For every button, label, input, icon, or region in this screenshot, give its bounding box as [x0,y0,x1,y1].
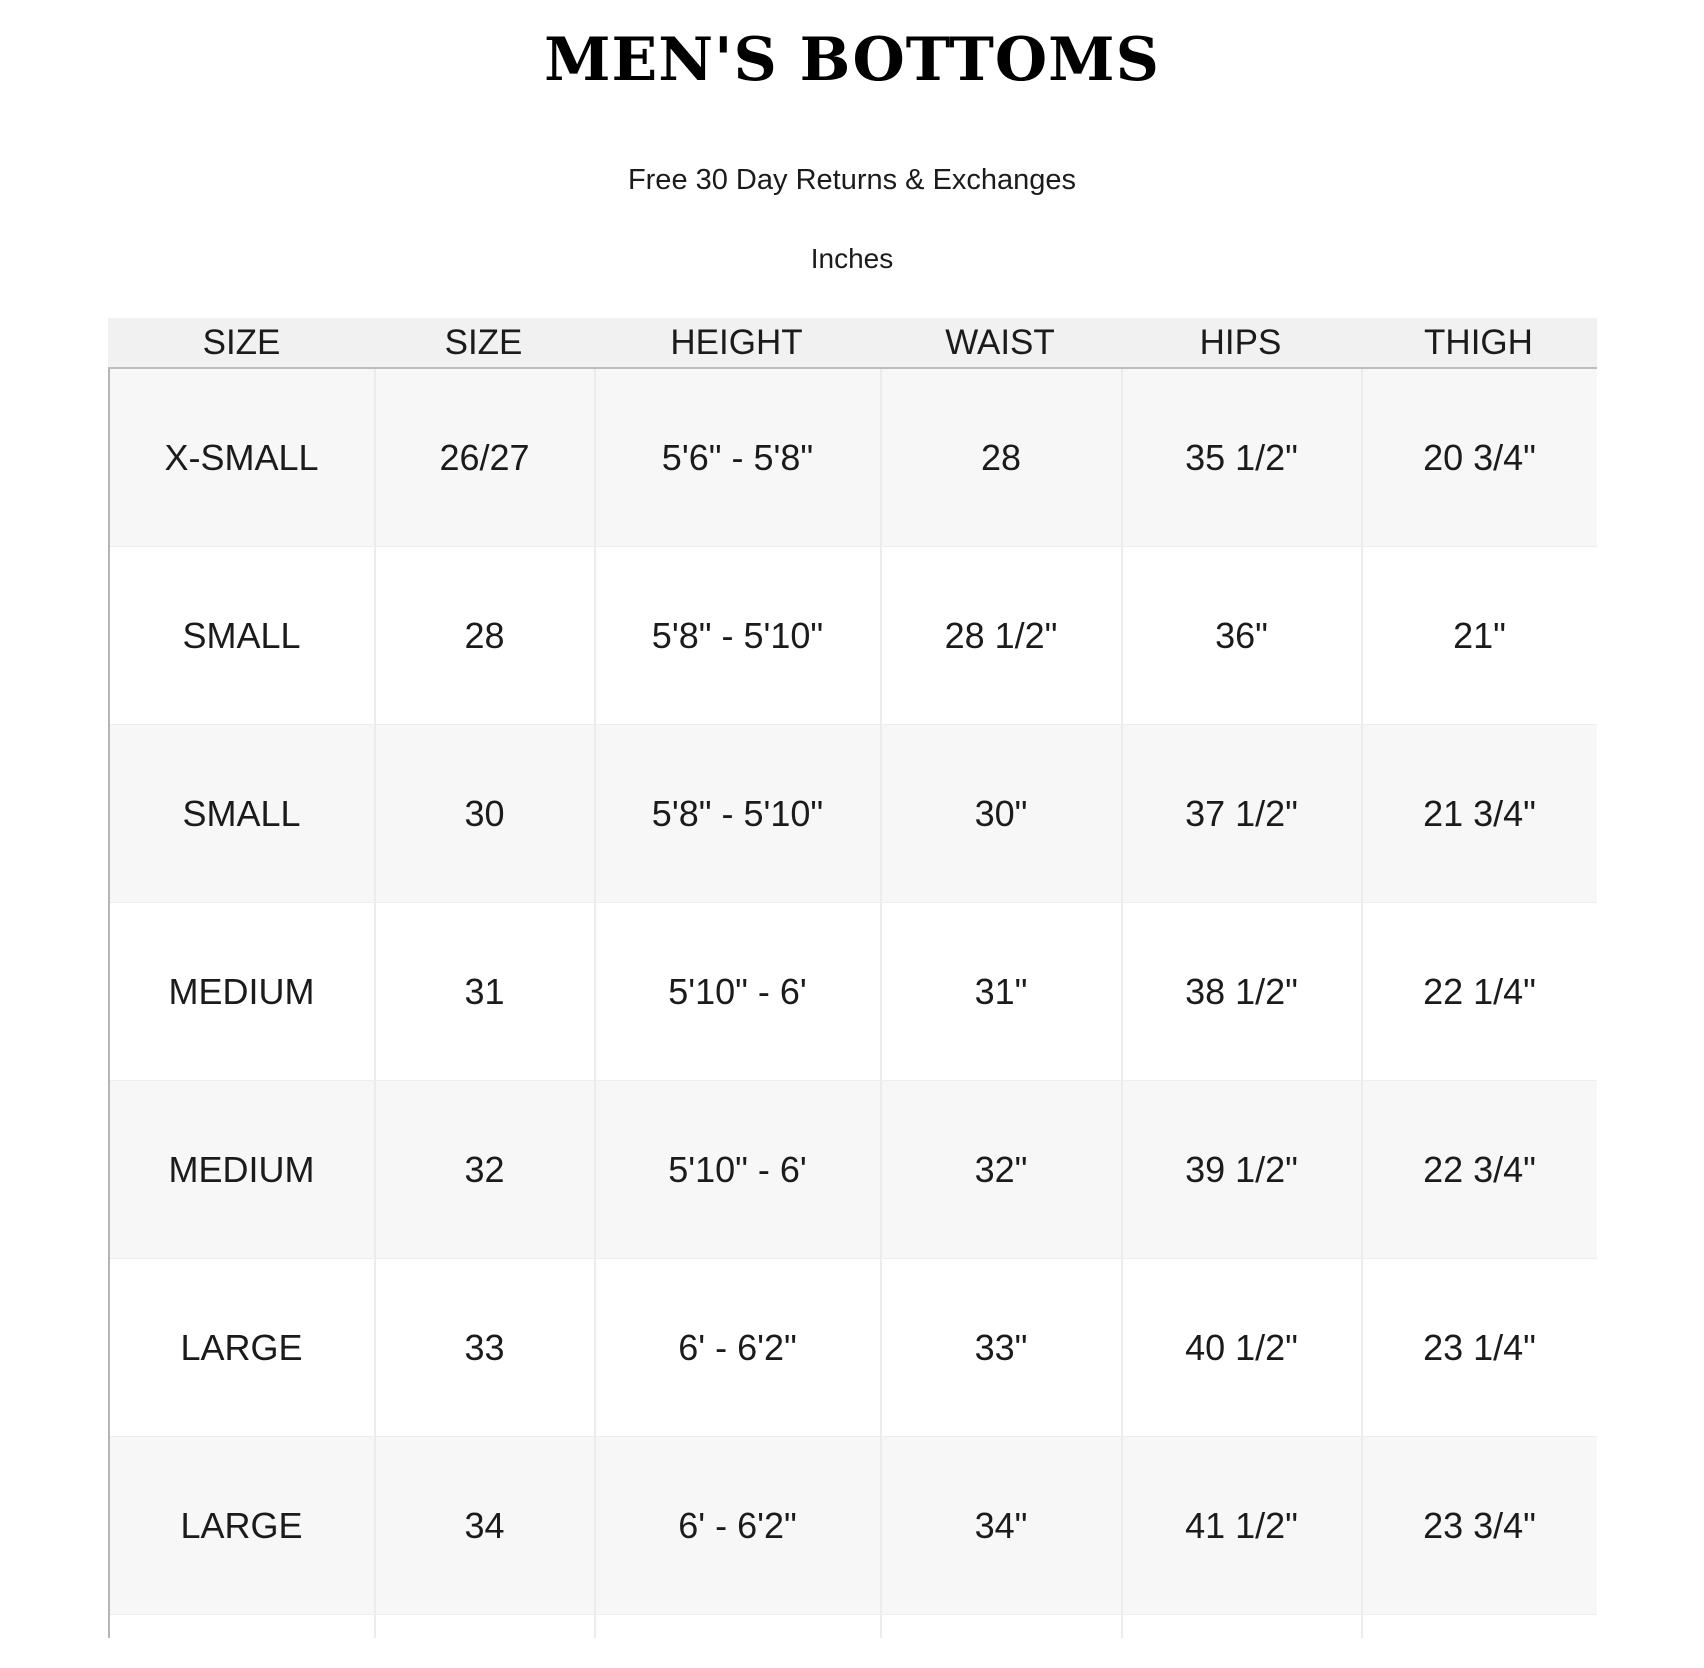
table-cell: 23 1/4" [1361,1259,1597,1436]
table-cell: 38 1/2" [1121,903,1361,1080]
table-cell: 5'8" - 5'10" [594,725,880,902]
column-header: SIZE [202,322,281,362]
table-cell: MEDIUM [168,1148,315,1190]
table-cell: 6' - 6'2" [594,1259,880,1436]
table-cell: 21 3/4" [1361,725,1597,902]
table-cell: MEDIUM [168,970,315,1012]
table-row [110,1437,1597,1615]
table-cell [594,1615,880,1638]
table-cell: 5'8" - 5'10" [594,547,880,724]
size-chart-body [108,369,1597,1638]
table-cell: 31" [880,903,1121,1080]
table-row [110,903,1597,1081]
table-cell: X-SMALL [164,436,319,478]
table-cell: 32" [880,1081,1121,1258]
table-cell: 36" [1121,547,1361,724]
table-cell: 35 1/2" [1121,369,1361,546]
table-cell: 5'10" - 6' [594,903,880,1080]
table-row [110,725,1597,903]
table-cell: 31 [374,903,594,1080]
table-cell: 41 1/2" [1121,1437,1361,1614]
table-cell: 33" [880,1259,1121,1436]
table-cell [1121,1615,1361,1638]
table-cell: 6' - 6'2" [594,1437,880,1614]
table-cell: SMALL [182,792,301,834]
table-cell: 32 [374,1081,594,1258]
table-cell [110,1615,374,1638]
table-cell: 20 3/4" [1361,369,1597,546]
table-cell: 22 3/4" [1361,1081,1597,1258]
table-cell: 28 [880,369,1121,546]
column-header: SIZE [444,322,523,362]
table-cell: 33 [374,1259,594,1436]
table-cell: 34 [374,1437,594,1614]
table-row [110,1259,1597,1437]
table-row [110,369,1597,547]
table-cell: SMALL [182,614,301,656]
table-cell: 40 1/2" [1121,1259,1361,1436]
table-cell: LARGE [180,1326,303,1368]
table-cell: 30" [880,725,1121,902]
table-cell: 22 1/4" [1361,903,1597,1080]
table-row [110,547,1597,725]
column-header: HEIGHT [670,322,803,362]
table-cell: 28 1/2" [880,547,1121,724]
column-header: WAIST [945,322,1055,362]
size-chart-table [108,318,1597,1638]
table-cell: 23 3/4" [1361,1437,1597,1614]
table-cell: 5'10" - 6' [594,1081,880,1258]
table-cell: 21" [1361,547,1597,724]
column-header: HIPS [1199,322,1282,362]
table-cell: 34" [880,1437,1121,1614]
table-cell: 28 [374,547,594,724]
table-cell [880,1615,1121,1638]
table-cell: 5'6" - 5'8" [594,369,880,546]
table-cell [1361,1615,1597,1638]
size-chart-header-row [108,318,1597,369]
returns-policy-text: Free 30 Day Returns & Exchanges [627,164,1077,196]
table-cell: 30 [374,725,594,902]
table-cell [374,1615,594,1638]
table-cell: 37 1/2" [1121,725,1361,902]
table-cell: LARGE [180,1504,303,1546]
column-header: THIGH [1424,322,1533,362]
table-row [110,1081,1597,1259]
page-title: MEN'S BOTTOMS [544,25,1160,95]
units-label: Inches [810,243,894,274]
table-cell: 26/27 [374,369,594,546]
table-row-partial [110,1615,1597,1638]
table-cell: 39 1/2" [1121,1081,1361,1258]
